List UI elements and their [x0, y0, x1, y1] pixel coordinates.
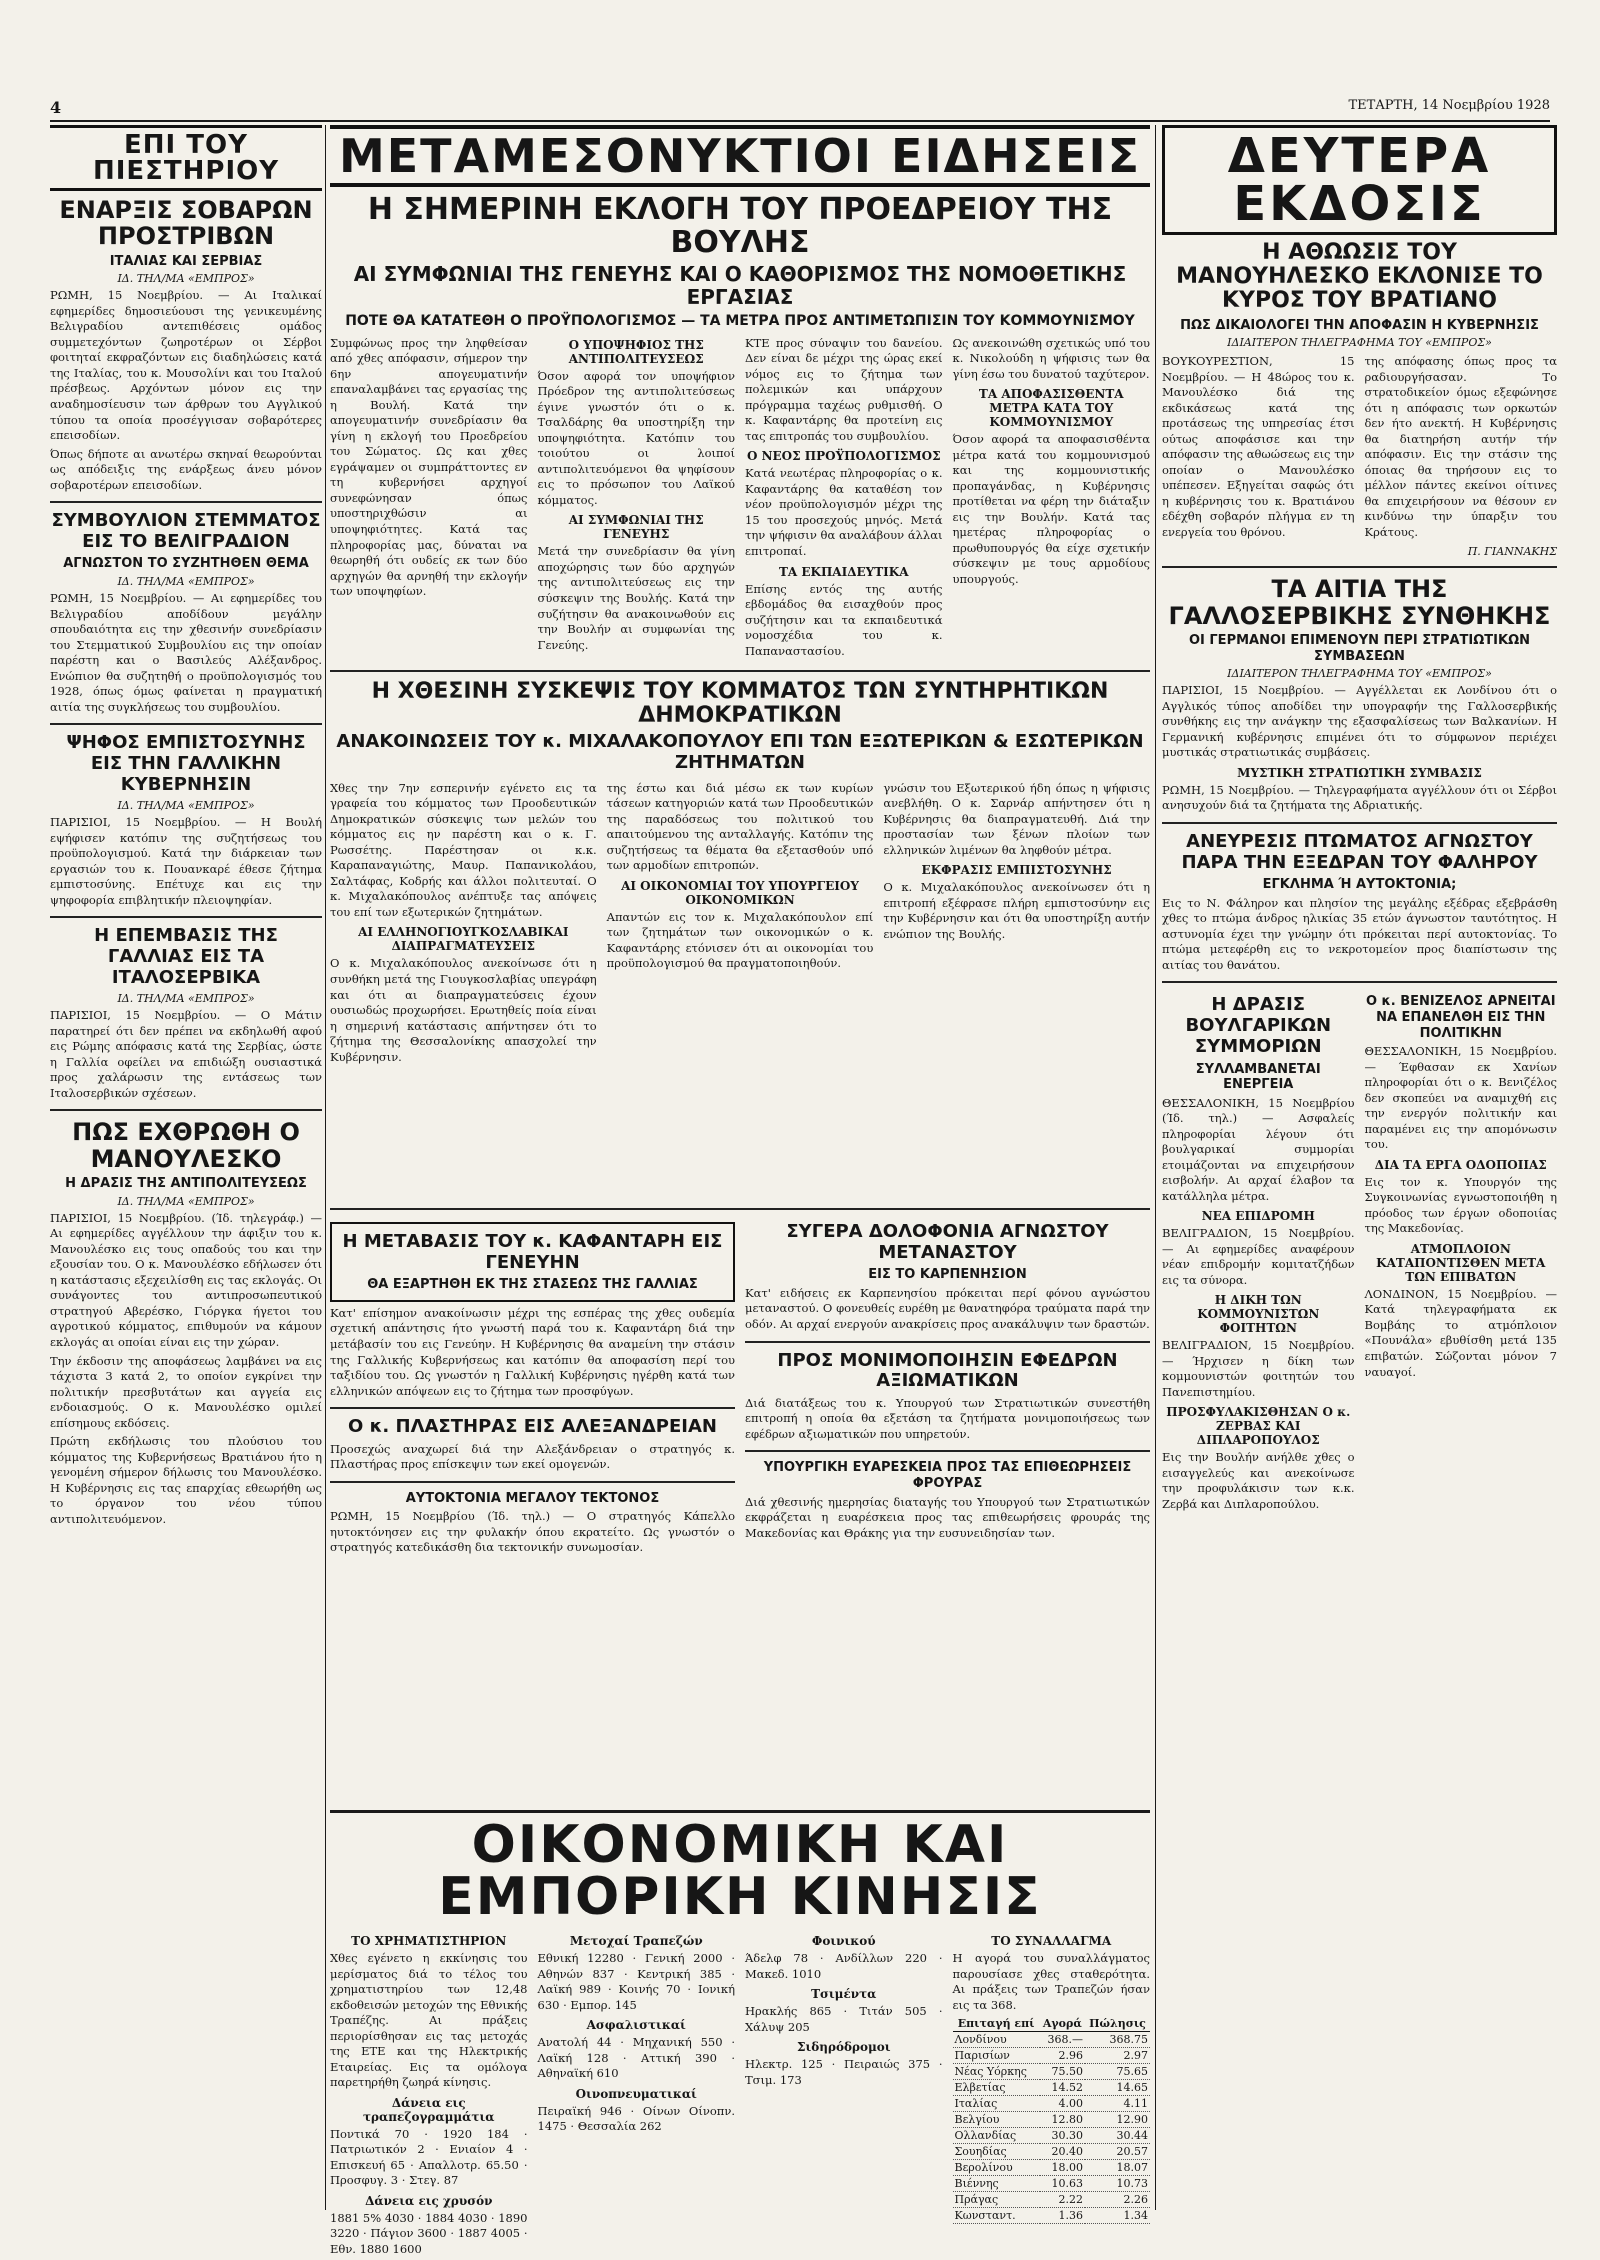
- story-2-column-1-body: Χθες την 7ην εσπερινήν εγένετο εις τα γραφεία του κόμματος των Προοδευτικών Δημοκρατικών σύσκεψις των μελών του κόμματος εις ην παρέστη και ο κ. Γ. Ρωσσέτης. Παρέστησαν οι κ.κ. Καραπαναγιώτης, Μαυρ. Παπανικολάου, Σαλτάφας, Κοδρής και άλλοι πολιτευταί. Ο κ. Μιχαλακόπουλος ανέπτυξε τας απόψεις του επί των εξωτερικών ζητημάτων.: [330, 780, 597, 919]
- lead-column-3: [745, 333, 943, 662]
- story-2-column-1: [330, 778, 597, 1068]
- right-article-6-title: Ο κ. ΒΕΝΙΖΕΛΟΣ ΑΡΝΕΙΤΑΙ ΝΑ ΕΠΑΝΕΛΘΗ ΕΙΣ ΤΗΝ ΠΟΛΙΤΙΚΗΝ: [1365, 994, 1556, 1041]
- cement-title: Τσιμέντα: [811, 1987, 877, 2002]
- left-article-5-body: ΠΑΡΙΣΙΟΙ, 15 Νοεμβρίου. (Ίδ. τηλεγράφ.) — Αι εφημερίδες αγγέλλουν την άφιξιν του κ. Μανουλέσκο εις τους οπαδούς του και την εξουσίαν του. Ο κ. Μανουλέσκο εδήλωσεν ότι η κατάστασις εξεχειλίσθη εις τας εκλογάς. Οι συνάγοντες του αντιπροσωπευτικού στρατηγού Αβερέσκο, Γιόργκα ήγετοι του αγροτικού κόμματος, επιθυμούν να κάμουν εκλογάς αι οποίαι είναι εις την χώραν.: [50, 1210, 322, 1349]
- separator: [330, 670, 1150, 672]
- railways-title: Σιδηρόδρομοι: [796, 2040, 891, 2055]
- column-rule-right: [1155, 125, 1156, 2210]
- phoenix-list: Άδελφ 78 · Ανδίλλων 220 · Μακεδ. 1010: [745, 1951, 943, 1981]
- separator: [745, 1341, 1150, 1343]
- middle-lower-right: [745, 1218, 1150, 1559]
- story-7-body: Διά χθεσινής ημερησίας διαταγής του Υπουργού των Στρατιωτικών εκφράζεται η ευαρέσκεια προς τας επιθεωρήσεις φρουράς της Μακεδονίας και Θράκης για την ευσυνειδησίαν των.: [745, 1494, 1150, 1540]
- right-article-5-body: Εις την Βουλήν ανήλθε χθες ο εισαγγελεύς και ανεκοίνωσε την προφυλάκισιν των κ.κ. Ζερβά και Διπλαροπούλου.: [1162, 1450, 1355, 1511]
- table-cell: 2.97: [1085, 2048, 1150, 2064]
- left-article-3-title: ΨΗΦΟΣ ΕΜΠΙΣΤΟΣΥΝΗΣ ΕΙΣ ΤΗΝ ΓΑΛΛΙΚΗΝ ΚΥΒΕΡΝΗΣΙΝ: [66, 732, 306, 795]
- lead-column-2-title: Ο ΥΠΟΨΗΦΙΟΣ ΤΗΣ ΑΝΤΙΠΟΛΙΤΕΥΣΕΩΣ: [568, 337, 704, 366]
- insurance-list: Ανατολή 44 · Μηχανική 550 · Λαϊκή 128 · Αττική 390 · Αθηναϊκή 610: [537, 2035, 735, 2081]
- exchange-table-body: [953, 2032, 1151, 2224]
- right-article-4-body: ΘΕΣΣΑΛΟΝΙΚΗ, 15 Νοεμβρίου (Ίδ. τηλ.) — Ασφαλείς πληροφορίαι λέγουν ότι βουλγαρικαί συμμορίαι ετοιμάζονται να επιχειρήσουν εισβολήν. Αι αρχαί έλαβον τα κατάλληλα μέτρα.: [1162, 1095, 1355, 1203]
- railways-list: Ηλεκτρ. 125 · Πειραιώς 375 · Τσιμ. 173: [745, 2057, 943, 2087]
- table-row: [953, 2080, 1151, 2096]
- story-4-subtitle: ΕΙΣ ΤΟ ΚΑΡΠΕΝΗΣΙΟΝ: [868, 1267, 1027, 1283]
- table-cell: 4.00: [1040, 2096, 1085, 2112]
- story-8-title: ΑΥΤΟΚΤΟΝΙΑ ΜΕΓΑΛΟΥ ΤΕΚΤΟΝΟΣ: [405, 1490, 660, 1506]
- right-article-4-title-2: ΝΕΑ ΕΠΙΔΡΟΜΗ: [1201, 1209, 1315, 1224]
- story-2-column-3-body: γνώσιν του Εξωτερικού ήδη όπως η ψήφισις ανεβλήθη. Ο κ. Σαρνάρ απήντησεν ότι η Κυβέρνησις θα διαπραγματευθή. Διά την προστασίαν των ξένων πλοίων των ελληνικών λιμένων θα ληφθούν μέτρα.: [883, 780, 1150, 857]
- right-article-4-title-3: Η ΔΙΚΗ ΤΩΝ ΚΟΜΜΟΥΝΙΣΤΩΝ ΦΟΙΤΗΤΩΝ: [1197, 1293, 1320, 1336]
- table-row: [953, 2144, 1151, 2160]
- lead-column-3-body: ΚΤΕ προς σύναψιν του δανείου. Δεν είναι δε μέχρι της ώρας εκεί νόμος εις το ζήτημα των πολεμικών και υπάρχουν πρόγραμμα ταχέως ρυθμισθή. Ο κ. Καφαντάρης θα προτείνη εις τας επιτροπάς του συμβουλίου.: [745, 335, 943, 443]
- right-article-2-body: ΠΑΡΙΣΙΟΙ, 15 Νοεμβρίου. — Αγγέλλεται εκ Λονδίνου ότι ο Αγγλικός τύπος αποδίδει την υπογραφήν της Γαλλοσερβικής συνθήκης εις την ανάγκην της εξασφαλίσεως των Βαλκανίων. Η Γερμανική κυβέρνησις επιμένει ότι το σύμφωνον περιέχει μυστικάς στρατιωτικάς συμβάσεις.: [1162, 683, 1557, 760]
- right-article-7-title: ΔΙΑ ΤΑ ΕΡΓΑ ΟΔΟΠΟΙΙΑΣ: [1374, 1157, 1547, 1172]
- header-rule: [50, 120, 1550, 122]
- table-cell: 14.65: [1085, 2080, 1150, 2096]
- story-7-title: ΥΠΟΥΡΓΙΚΗ ΕΥΑΡΕΣΚΕΙΑ ΠΡΟΣ ΤΑΣ ΕΠΙΘΕΩΡΗΣΕΙΣ ΦΡΟΥΡΑΣ: [763, 1460, 1132, 1492]
- left-article-2-title: ΣΥΜΒΟΥΛΙΟΝ ΣΤΕΜΜΑΤΟΣ ΕΙΣ ΤΟ ΒΕΛΙΓΡΑΔΙΟΝ: [51, 510, 321, 552]
- table-row: [953, 2096, 1151, 2112]
- right-article-1-body-1: ΒΟΥΚΟΥΡΕΣΤΙΟΝ, 15 Νοεμβρίου. — Η 48ώρος του κ. Μανουλέσκο διά της εκδικάσεως κατά της προτάσεως της υπηρεσίας έτσι ούτως αποφάσισε και την απόφασιν της αθωώσεως εις την οποίαν ο Μανουλέσκο υπέπεσεν. Εξηγείται σαφώς ότι η κυβέρνησις του κ. Βρατιάνου εδέχθη σοβαρόν πλήγμα εν τη ενεργεία του θρόνου.: [1162, 354, 1355, 539]
- table-cell: 12.80: [1040, 2112, 1085, 2128]
- economy-section: [330, 1810, 1150, 2256]
- story-2-column-3: [883, 778, 1150, 1068]
- lead-column-4-body: Ως ανεκοινώθη σχετικώς υπό του κ. Νικολούδη η ψήφισις των θα γίνη έσω του δυνατού ταχύτερον.: [952, 335, 1150, 381]
- story-2-column-2: [607, 778, 874, 1068]
- story-3-title: Η ΜΕΤΑΒΑΣΙΣ ΤΟΥ κ. ΚΑΦΑΝΤΑΡΗ ΕΙΣ ΓΕΝΕΥΗΝ: [342, 1231, 723, 1273]
- separator: [50, 723, 322, 725]
- story-4-title: ΣΥΓΕΡΑ ΔΟΛΟΦΟΝΙΑ ΑΓΝΩΣΤΟΥ ΜΕΤΑΝΑΣΤΟΥ: [786, 1221, 1109, 1263]
- lead-column-3-body-3: Επίσης εντός της αυτής εβδομάδος θα εισαχθούν προς συζήτησιν και τα εκπαιδευτικά νομοσχέδια του κ. Παπαναστασίου.: [745, 581, 943, 658]
- lead-title: Η ΣΗΜΕΡΙΝΗ ΕΚΛΟΓΗ ΤΟΥ ΠΡΟΕΔΡΕΙΟΥ ΤΗΣ ΒΟΥΛΗΣ: [367, 192, 1113, 260]
- right-article-4-subtitle: ΣΥΛΛΑΜΒΑΝΕΤΑΙ ΕΝΕΡΓΕΙΑ: [1195, 1061, 1321, 1093]
- right-article-2-title-2: ΜΥΣΤΙΚΗ ΣΤΡΑΤΙΩΤΙΚΗ ΣΥΜΒΑΣΙΣ: [1237, 765, 1482, 780]
- stock-exchange-title: ΤΟ ΧΡΗΜΑΤΙΣΤΗΡΙΟΝ: [351, 1934, 507, 1948]
- lead-column-2-body: Όσον αφορά τον υποψήφιον Πρόεδρον της αντιπολιτεύσεως έγινε γνωστόν ότι ο κ. Τσαλδάρης θα υποστηρίξη την υποψηφιότητα. Κατόπιν του τοιούτου οι λοιποί αντιπολιτευόμενοι θα ψηφίσουν εις το πρόσωπον του Λαϊκού κόμματος.: [537, 368, 735, 507]
- exchange-title: ΤΟ ΣΥΝΑΛΛΑΓΜΑ: [991, 1934, 1112, 1948]
- left-article-3-dateline: ΙΔ. ΤΗΛ/ΜΑ «ΕΜΠΡΟΣ»: [117, 799, 255, 813]
- table-cell: Βελγίου: [953, 2112, 1040, 2128]
- right-article-8-body: ΛΟΝΔΙΝΟΝ, 15 Νοεμβρίου. — Κατά τηλεγραφήματα εκ Βομβάης το ατμόπλοιον «Πουνάλα» εβυθίσθη μετά 135 επιβατών. Σώζονται μόνον 7 ναυαγοί.: [1364, 1286, 1557, 1379]
- separator: [50, 501, 322, 503]
- separator: [50, 1109, 322, 1111]
- lead-subtitle-2: ΠΟΤΕ ΘΑ ΚΑΤΑΤΕΘΗ Ο ΠΡΟΫΠΟΛΟΓΙΣΜΟΣ — ΤΑ ΜΕΤΡΑ ΠΡΟΣ ΑΝΤΙΜΕΤΩΠΙΣΙΝ ΤΟΥ ΚΟΜΜΟΥΝΙΣΜΟΥ: [345, 313, 1135, 329]
- loans-gold-list: 1881 5% 4030 · 1884 4030 · 1890 3220 · Πάγιον 3600 · 1887 4005 · Εθν. 1880 1600: [330, 2210, 528, 2256]
- left-article-1-body-2: Όπως δήποτε αι ανωτέρω σκηναί θεωρούνται ως απόδειξις της ενάρξεως άνευ μόνον σοβαροτέρων επεισοδίων.: [50, 446, 322, 492]
- right-article-1-dateline: ΙΔΙΑΙΤΕΡΟΝ ΤΗΛΕΓΡΑΦΗΜΑ ΤΟΥ «ΕΜΠΡΟΣ»: [1227, 336, 1492, 350]
- left-article-3-body: ΠΑΡΙΣΙΟΙ, 15 Νοεμβρίου. — Η Βουλή εψήφισεν κατόπιν της συζητήσεως του προϋπολογισμού. Κατά την διάρκειαν των εργασιών του κ. Πουανκαρέ έθεσε ζήτημα εμπιστοσύνης. Επέτυχε και εις την ψηφοφορία επιβλητικήν πλειοψηφίαν.: [50, 815, 322, 907]
- economy-column-4: [953, 1929, 1151, 2260]
- left-article-1-title: ΕΝΑΡΞΙΣ ΣΟΒΑΡΩΝ ΠΡΟΣΤΡΙΒΩΝ: [59, 196, 313, 251]
- page-number: 4: [50, 98, 62, 117]
- story-6-title: Ο κ. ΠΛΑΣΤΗΡΑΣ ΕΙΣ ΑΛΕΞΑΝΔΡΕΙΑΝ: [348, 1416, 717, 1438]
- lead-column-4-body-2: Όσον αφορά τα αποφασισθέντα μέτρα κατά του κομμουνισμού και της κομμουνιστικής προπαγάνδας, η Κυβέρνησις προτίθεται να φέρη την διάταξιν εις την Βουλήν. Κατά τας ημετέρας πληροφορίας ο πρωθυπουργός θα είχε σχετικήν σύσκεψιν με τους αρμοδίους υπουργούς.: [952, 432, 1150, 586]
- phoenix-title: Φοινικού: [811, 1934, 876, 1948]
- table-row: [953, 2048, 1151, 2064]
- table-cell: 30.30: [1040, 2128, 1085, 2144]
- exchange-header-cell: Πώλησις: [1085, 2016, 1150, 2032]
- left-banner: ΕΠΙ ΤΟΥ ΠΙΕΣΤΗΡΙΟΥ: [50, 125, 322, 191]
- table-cell: 18.00: [1040, 2160, 1085, 2176]
- table-cell: 20.57: [1085, 2144, 1150, 2160]
- right-article-2-subtitle: ΟΙ ΓΕΡΜΑΝΟΙ ΕΠΙΜΕΝΟΥΝ ΠΕΡΙ ΣΤΡΑΤΙΩΤΙΚΩΝ ΣΥΜΒΑΣΕΩΝ: [1188, 633, 1530, 664]
- lead-subtitle-1: ΑΙ ΣΥΜΦΩΝΙΑΙ ΤΗΣ ΓΕΝΕΥΗΣ ΚΑΙ Ο ΚΑΘΟΡΙΣΜΟΣ ΤΗΣ ΝΟΜΟΘΕΤΙΚΗΣ ΕΡΓΑΣΙΑΣ: [353, 262, 1127, 309]
- right-article-5-title: ΠΡΟΣΦΥΛΑΚΙΣΘΗΣΑΝ Ο κ. ΖΕΡΒΑΣ ΚΑΙ ΔΙΠΛΑΡΟΠΟΥΛΟΣ: [1166, 1405, 1351, 1448]
- left-article-2-dateline: ΙΔ. ΤΗΛ/ΜΑ «ΕΜΠΡΟΣ»: [117, 575, 255, 589]
- table-cell: 2.22: [1040, 2192, 1085, 2208]
- table-cell: 10.63: [1040, 2176, 1085, 2192]
- left-article-2-body: ΡΩΜΗ, 15 Νοεμβρίου. — Αι εφημερίδες του Βελιγραδίου αποδίδουν μεγάλην σπουδαιότητα εις την χθεσινήν συνεδρίασιν του Στεμματικού Συμβουλίου εις την οποίαν παρέστη και ο Βασιλεύς Αλέξανδρος. Ενώπιον θα συζητηθή ο προϋπολογισμός του 1928, όπως όμως φαίνεται η πραγματική αιτία της συγκλήσεως του συμβουλίου.: [50, 591, 322, 714]
- right-article-1-body-2: της απόφασης όπως προς τα ραδιουργήσασαν. Το στρατοδικείον όμως εξεφώνησε ότι η απόφασις των ορκωτών δεν ήτο ανεκτή. Η Κυβέρνησις θα διατηρήση αυτήν τήν απόφασιν. Εις την στάσιν της όποιας θα τηρήσουν εις το μέλλον πάντες εκείνοι οίτινες θα επιχειρήσουν να θέσουν εν κινδύνω την ύπαρξιν του Κράτους.: [1364, 354, 1557, 539]
- left-column: [50, 125, 322, 2210]
- middle-column: [330, 125, 1150, 1195]
- right-article-1-signature: Π. ΓΙΑΝΝΑΚΗΣ: [1467, 545, 1557, 559]
- table-cell: 4.11: [1085, 2096, 1150, 2112]
- story-8-body: ΡΩΜΗ, 15 Νοεμβρίου (Ίδ. τηλ.) — Ο στρατηγός Κάπελλο ηυτοκτόνησεν εις την φυλακήν όπου εκρατείτο. Ως γνωστόν ο στρατηγός κατεδικάσθη δια τεκτονικήν συνωμοσίαν.: [330, 1509, 735, 1555]
- left-article-1-body: ΡΩΜΗ, 15 Νοεμβρίου. — Αι Ιταλικαί εφημερίδες δημοσιεύουσι της γενικευμένης Βελιγραδίου αντεπιθέσεις ομάδος συμμετεχόντων ζωηροτέρων οι Σέρβοι φοιτηταί εκφραζόντων εις διαδηλώσεις κατά της Ιταλίας, του κ. Μουσολίνι και του Ιταλού πρέσβεως. Αρχόντων μόνον εις την αναδημοσίευσιν των άρθρων του Αγγλικού τύπου τα οποία προσέγγισαν σοβαρότερες επεισοδίων.: [50, 288, 322, 443]
- economy-columns: [330, 1929, 1150, 2260]
- story-4-body: Κατ' ειδήσεις εκ Καρπενησίου πρόκειται περί φόνου αγνώστου μεταναστού. Ο φονευθείς ευρέθη με θανατηφόρα τραύματα παρά την οδόν. Αι αρχαί ενεργούν ανακρίσεις προς ανακάλυψιν των δραστών.: [745, 1285, 1150, 1331]
- story-3-subtitle: ΘΑ ΕΞΑΡΤΗΘΗ ΕΚ ΤΗΣ ΣΤΑΣΕΩΣ ΤΗΣ ΓΑΛΛΙΑΣ: [367, 1277, 698, 1293]
- bank-shares-title: Μετοχαί Τραπεζών: [569, 1934, 703, 1948]
- lead-column-2-body-2: Μετά την συνεδρίασιν θα γίνη αποχώρησις των δύο αρχηγών της αντιπολιτεύσεως εις την σύσκεψιν της Βουλής. Κατά την συζήτησιν θα ανακοινωθούν εις την Βουλήν αι συμφωνίαι της Γενεύης.: [537, 544, 735, 652]
- right-article-1-subtitle: ΠΩΣ ΔΙΚΑΙΟΛΟΓΕΙ ΤΗΝ ΑΠΟΦΑΣΙΝ Η ΚΥΒΕΡΝΗΣΙΣ: [1180, 317, 1539, 333]
- left-article-2-subtitle: ΑΓΝΩΣΤΟΝ ΤΟ ΣΥΖΗΤΗΘΕΝ ΘΕΜΑ: [63, 556, 309, 572]
- table-row: [953, 2176, 1151, 2192]
- separator: [1162, 981, 1557, 983]
- left-article-5-title: ΠΩΣ ΕΧΘΡΩΘΗ Ο ΜΑΝΟΥΛΕΣΚΟ: [72, 1118, 300, 1173]
- right-article-2-title: ΤΑ ΑΙΤΙΑ ΤΗΣ ΓΑΛΛΟΣΕΡΒΙΚΗΣ ΣΥΝΘΗΚΗΣ: [1168, 575, 1551, 630]
- economy-column-2: [538, 1929, 736, 2260]
- lead-column-2: [538, 333, 736, 662]
- story-2-column-3-body-2: Ο κ. Μιχαλακόπουλος ανεκοίνωσεν ότι η επιτροπή εξέφρασε πλήρη εμπιστοσύνην εις την Κυβέρνησιν και ότι θα υποστηρίξη αυτήν ενώπιον της Βουλής.: [883, 880, 1150, 941]
- table-cell: Ιταλίας: [953, 2096, 1040, 2112]
- table-cell: Ελβετίας: [953, 2080, 1040, 2096]
- table-row: [953, 2192, 1151, 2208]
- right-column: [1162, 125, 1557, 2210]
- table-cell: Σουηδίας: [953, 2144, 1040, 2160]
- table-cell: 1.36: [1040, 2208, 1085, 2224]
- loans-notes-list: Ποντικά 70 · 1920 184 · Πατριωτικόν 2 · Ενιαίον 4 · Επισκευή 65 · Απαλλοτρ. 65.50 · Προσφυγ. 3 · Στεγ. 87: [330, 2126, 528, 2188]
- story-2-column-2-body-2: Απαντών εις τον κ. Μιχαλακόπουλον επί των ζητημάτων των οικονομικών ο κ. Καφαντάρης ετόνισεν ότι αι οικονομίαι του προϋπολογισμού θα πραγματοποιηθούν.: [606, 909, 874, 971]
- middle-banner: ΜΕΤΑΜΕΣΟΝΥΚΤΙΟΙ ΕΙΔΗΣΕΙΣ: [330, 125, 1150, 187]
- right-article-1-title: Η ΑΘΩΩΣΙΣ ΤΟΥ ΜΑΝΟΥΗΛΕΣΚΟ ΕΚΛΟΝΙΣΕ ΤΟ ΚΥΡΟΣ ΤΟΥ ΒΡΑΤΙΑΝΟ: [1176, 240, 1543, 314]
- column-rule-left: [325, 125, 326, 2210]
- right-article-3-body: Εις το Ν. Φάληρον και πλησίον της μεγάλης εξέδρας εξεβράσθη χθες το πτώμα άνδρος ηλικίας 35 ετών άγνωστον ταυτότητος. Η αστυνομία έχει την γνώμην ότι πρόκειται περί αυτοκτονίας. Το πτώμα μετεφέρθη εις το νεκροτομείον προς διαπίστωσιν της αιτίας του θανάτου.: [1162, 895, 1557, 972]
- lead-columns: [330, 333, 1150, 662]
- story-3-box: [330, 1222, 735, 1302]
- table-cell: Πράγας: [953, 2192, 1040, 2208]
- table-cell: 14.52: [1040, 2080, 1085, 2096]
- table-cell: 10.73: [1085, 2176, 1150, 2192]
- separator: [1162, 822, 1557, 824]
- right-article-6-body: ΘΕΣΣΑΛΟΝΙΚΗ, 15 Νοεμβρίου. — Έφθασαν εκ Χανίων πληροφορίαι ότι ο κ. Βενιζέλος δεν σκοπεύει να αναμιχθή εις την ενεργόν πολιτικήν και παραμένει εις την απομόνωσιν του.: [1364, 1044, 1557, 1152]
- table-row: [953, 2128, 1151, 2144]
- left-article-1-subtitle: ΙΤΑΛΙΑΣ ΚΑΙ ΣΕΡΒΙΑΣ: [109, 253, 263, 269]
- table-row: [953, 2032, 1151, 2048]
- table-cell: 18.07: [1085, 2160, 1150, 2176]
- table-cell: 2.96: [1040, 2048, 1085, 2064]
- story-2-column-2-title: ΑΙ ΟΙΚΟΝΟΜΙΑΙ ΤΟΥ ΥΠΟΥΡΓΕΙΟΥ ΟΙΚΟΝΟΜΙΚΩΝ: [621, 878, 859, 907]
- table-cell: Παρισίων: [953, 2048, 1040, 2064]
- table-row: [953, 2112, 1151, 2128]
- right-lower-columns: [1162, 991, 1557, 1515]
- issue-date: ΤΕΤΑΡΤΗ, 14 Νοεμβρίου 1928: [1348, 98, 1550, 113]
- right-article-7-body: Εις τον κ. Υπουργόν της Συγκοινωνίας εγνωστοποιήθη η πρόοδος των έργων οδοποιίας της Μακεδονίας.: [1364, 1174, 1557, 1236]
- loans-notes-title: Δάνεια εις τραπεζογραμμάτια: [362, 2095, 495, 2124]
- exchange-table-header: [953, 2016, 1151, 2032]
- right-article-2-dateline: ΙΔΙΑΙΤΕΡΟΝ ΤΗΛΕΓΡΑΦΗΜΑ ΤΟΥ «ΕΜΠΡΟΣ»: [1227, 667, 1492, 681]
- stock-exchange-body: Χθες εγένετο η εκκίνησις του μερίσματος διά το τέλος του χρηματιστηρίου των 12,48 εκδοθεισών μετοχών της Εθνικής Τραπέζης. Αι πράξεις περιορίσθησαν εις τας μετοχάς της ΕΤΕ και της Ηλεκτρικής Εταιρείας. Εις τα ομόλογα παρετηρήθη ζωηρά κίνησις.: [330, 1951, 528, 2090]
- left-article-4-dateline: ΙΔ. ΤΗΛ/ΜΑ «ΕΜΠΡΟΣ»: [117, 992, 255, 1006]
- table-cell: Κωνσταντ.: [953, 2208, 1040, 2224]
- story-2-column-1-title: ΑΙ ΕΛΛΗΝΟΓΙΟΥΓΚΟΣΛΑΒΙΚΑΙ ΔΙΑΠΡΑΓΜΑΤΕΥΣΕΙΣ: [358, 925, 569, 954]
- lead-column-1-body: Συμφώνως προς την ληφθείσαν από χθες απόφασιν, σήμερον την 6ην απογευματινήν επαναλαμβάνει τας εργασίας της η Βουλή. Κατά την απογευματινήν συνεδρίασιν θα γίνη η εκλογή του Προεδρείου του Σώματος. Ως και χθες εγράψαμεν οι συμπράττοντες εν τη κυβερνήσει αρχηγοί συνεφώνησαν όπως υποστηριχθώσιν αι υποψηφιότητες. Κατά τας πληροφορίας μας, δύναται να θεωρηθή ότι ουδείς εκ των δύο αρχηγών θα αρνηθή την εκλογήν των υποψηφίων.: [330, 335, 528, 599]
- table-cell: Βερολίνου: [953, 2160, 1040, 2176]
- right-article-2-body-2: ΡΩΜΗ, 15 Νοεμβρίου. — Τηλεγραφήματα αγγέλλουν ότι οι Σέρβοι ανησυχούν διά τα ζητήματα της Αδριατικής.: [1162, 782, 1557, 813]
- right-lower-left: [1162, 991, 1355, 1515]
- left-article-1-dateline: ΙΔ. ΤΗΛ/ΜΑ «ΕΜΠΡΟΣ»: [117, 272, 255, 286]
- right-article-1-columns: [1162, 351, 1557, 543]
- right-article-4-body-2: ΒΕΛΙΓΡΑΔΙΟΝ, 15 Νοεμβρίου. — Αι εφημερίδες αναφέρουν νέαν επιδρομήν κομιτατζήδων εις τα σύνορα.: [1162, 1226, 1355, 1287]
- table-cell: Λονδίνου: [953, 2032, 1040, 2048]
- page-header: [50, 98, 1550, 118]
- table-row: [953, 2064, 1151, 2080]
- table-cell: 12.90: [1085, 2112, 1150, 2128]
- spirits-list: Πειραϊκή 946 · Οίνων Οίνοπν. 1475 · Θεσσαλία 262: [537, 2103, 735, 2134]
- table-cell: 368.—: [1040, 2032, 1085, 2048]
- exchange-rates-table: [953, 2016, 1151, 2224]
- spirits-title: Οινοπνευματικαί: [575, 2086, 697, 2101]
- right-article-3-subtitle: ΕΓΚΛΗΜΑ Ή ΑΥΤΟΚΤΟΝΙΑ;: [1262, 877, 1457, 893]
- table-cell: Ολλανδίας: [953, 2128, 1040, 2144]
- table-cell: 75.65: [1085, 2064, 1150, 2080]
- story-5-body: Διά διατάξεως του κ. Υπουργού των Στρατιωτικών συνεστήθη επιτροπή η οποία θα εξετάση τα ζητήματα μονιμοποιήσεως των εφέδρων αξιωματικών που υπηρετούν.: [745, 1395, 1150, 1441]
- loans-gold-title: Δάνεια εις χρυσόν: [365, 2193, 493, 2208]
- table-cell: 2.26: [1085, 2192, 1150, 2208]
- table-cell: Νέας Υόρκης: [953, 2064, 1040, 2080]
- left-article-4-title: Η ΕΠΕΜΒΑΣΙΣ ΤΗΣ ΓΑΛΛΙΑΣ ΕΙΣ ΤΑ ΙΤΑΛΟΣΕΡΒΙΚΑ: [94, 925, 278, 988]
- table-cell: 20.40: [1040, 2144, 1085, 2160]
- table-cell: 75.50: [1040, 2064, 1085, 2080]
- story-6-body: Προσεχώς αναχωρεί διά την Αλεξάνδρειαν ο στρατηγός κ. Πλαστήρας προς επίσκεψιν των εκεί ομογενών.: [330, 1441, 735, 1472]
- right-banner: ΔΕΥΤΕΡΑ ΕΚΔΟΣΙΣ: [1162, 125, 1557, 235]
- economy-rule: [330, 1810, 1150, 1813]
- lead-column-3-title-2: ΤΑ ΕΚΠΑΙΔΕΥΤΙΚΑ: [778, 564, 909, 579]
- middle-lower-left: [330, 1218, 735, 1559]
- separator: [330, 1481, 735, 1483]
- story-2-subtitle: ΑΝΑΚΟΙΝΩΣΕΙΣ ΤΟΥ κ. ΜΙΧΑΛΑΚΟΠΟΥΛΟΥ ΕΠΙ ΤΩΝ ΕΞΩΤΕΡΙΚΩΝ & ΕΣΩΤΕΡΙΚΩΝ ΖΗΤΗΜΑΤΩΝ: [336, 731, 1144, 774]
- left-article-5-dateline: ΙΔ. ΤΗΛ/ΜΑ «ΕΜΠΡΟΣ»: [117, 1194, 255, 1208]
- separator: [1162, 566, 1557, 568]
- lead-column-4: [953, 333, 1151, 662]
- separator: [745, 1450, 1150, 1452]
- lead-column-2-title-2: ΑΙ ΣΥΜΦΩΝΙΑΙ ΤΗΣ ΓΕΝΕΥΗΣ: [568, 513, 704, 542]
- middle-lower-columns: [330, 1218, 1150, 1559]
- right-article-3-title: ΑΝΕΥΡΕΣΙΣ ΠΤΩΜΑΤΟΣ ΑΓΝΩΣΤΟΥ ΠΑΡΑ ΤΗΝ ΕΞΕΔΡΑΝ ΤΟΥ ΦΑΛΗΡΟΥ: [1181, 830, 1538, 873]
- separator: [50, 916, 322, 918]
- separator: [330, 1208, 1150, 1210]
- table-cell: 368.75: [1085, 2032, 1150, 2048]
- economy-column-1: [330, 1929, 528, 2260]
- story-3-body: Κατ' επίσημον ανακοίνωσιν μέχρι της εσπέρας της χθες ουδεμία σχετική απάντησις ήτο γνωστή παρά του κ. Καφαντάρη διά την μετάβασίν του εις Γενεύην. Η Κυβέρνησις θα αναμείνη την στάσιν της Γαλλικής Κυβερνήσεως και κατόπιν θα αποφασίση περί του ταξιδίου του. Ως γνωστόν η Γαλλική Κυβέρνησις ηγέρθη κατά των ελληνικών απόψεων εις το ζήτημα των προσφύγων.: [330, 1305, 735, 1398]
- separator: [330, 1407, 735, 1409]
- story-2-columns: [330, 778, 1150, 1068]
- cement-list: Ηρακλής 865 · Τιτάν 505 · Χάλυψ 205: [745, 2004, 943, 2034]
- economy-column-3: [745, 1929, 943, 2260]
- table-row: [953, 2160, 1151, 2176]
- left-article-5-body-3: Πρώτη εκδήλωσις του πλούσιου του κόμματος της Κυβερνήσεως Βρατιάνου ήτο η γενομένη σήμερον δήλωσις του Μανουλέσκο. Η Κυβέρνησις εις τας επαρχίας εθεωρήθη ως το όργανον του νέου τύπου αντιπολιτευόμενον.: [50, 1434, 322, 1526]
- exchange-header-cell: Επιταγή επί: [953, 2016, 1040, 2032]
- exchange-body: Η αγορά του συναλλάγματος παρουσίασε χθες σταθερότητα. Αι πράξεις των Τραπεζών ήσαν εις τα 368.: [952, 1951, 1150, 2012]
- left-article-5-subtitle: Η ΔΡΑΣΙΣ ΤΗΣ ΑΝΤΙΠΟΛΙΤΕΥΣΕΩΣ: [65, 1176, 307, 1192]
- left-article-4-body: ΠΑΡΙΣΙΟΙ, 15 Νοεμβρίου. — Ο Μάτιν παρατηρεί ότι δεν πρέπει να εκδηλωθή αφού εις Ρώμης απόφασις κατά της Σερβίας, ώστε η Γαλλία οφείλει να επιδιώξη ουσιαστικά προς χαλάρωσιν της εντάσεως των Ιταλοσερβικών σχέσεων.: [50, 1008, 322, 1100]
- left-article-5-body-2: Την έκδοσιν της αποφάσεως λαμβάνει να εις τάχιστα 3 κατά 2, το οποίον εγκρίνει την πολιτικήν πρεσβυτάτων και αγγεία εις ενδοιασμούς. Ο κ. Μανουλέσκο ομιλεί επίσημους εκδόσεις.: [50, 1353, 322, 1430]
- table-cell: 1.34: [1085, 2208, 1150, 2224]
- bank-shares-list: Εθνική 12280 · Γενική 2000 · Αθηνών 837 · Κεντρική 385 · Λαϊκή 989 · Κοινής 70 · Ιονική 630 · Εμπορ. 145: [537, 1951, 735, 2012]
- right-article-4-body-3: ΒΕΛΙΓΡΑΔΙΟΝ, 15 Νοεμβρίου. — Ήρχισεν η δίκη των κομμουνιστών φοιτητών του Πανεπιστημίου.: [1162, 1338, 1355, 1399]
- story-5-title: ΠΡΟΣ ΜΟΝΙΜΟΠΟΙΗΣΙΝ ΕΦΕΔΡΩΝ ΑΞΙΩΜΑΤΙΚΩΝ: [777, 1349, 1118, 1392]
- middle-lower-section: [330, 1200, 1150, 1800]
- lead-column-4-title: ΤΑ ΑΠΟΦΑΣΙΣΘΕΝΤΑ ΜΕΤΡΑ ΚΑΤΑ ΤΟΥ ΚΟΜΜΟΥΝΙΣΜΟΥ: [978, 387, 1124, 430]
- right-article-4-title: Η ΔΡΑΣΙΣ ΒΟΥΛΓΑΡΙΚΩΝ ΣΥΜΜΟΡΙΩΝ: [1185, 994, 1332, 1057]
- story-2-column-3-title: ΕΚΦΡΑΣΙΣ ΕΜΠΙΣΤΟΣΥΝΗΣ: [921, 863, 1112, 878]
- table-cell: Βιέννης: [953, 2176, 1040, 2192]
- lead-column-1: [330, 333, 528, 662]
- lead-column-3-body-2: Κατά νεωτέρας πληροφορίας ο κ. Καφαντάρης θα καταθέση τον νέον προϋπολογισμόν μέχρι της 15 του προσεχούς μηνός. Μετά την ψήφισιν θα αναλάβουν άλλαι επιτροπαί.: [745, 466, 943, 558]
- story-2-title: Η ΧΘΕΣΙΝΗ ΣΥΣΚΕΨΙΣ ΤΟΥ ΚΟΜΜΑΤΟΣ ΤΩΝ ΣΥΝΤΗΡΗΤΙΚΩΝ ΔΗΜΟΚΡΑΤΙΚΩΝ: [371, 679, 1109, 729]
- right-article-8-title: ΑΤΜΟΠΛΟΙΟΝ ΚΑΤΑΠΟΝΤΙΣΘΕΝ ΜΕΤΑ ΤΩΝ ΕΠΙΒΑΤΩΝ: [1376, 1241, 1546, 1284]
- story-2-column-1-body-2: Ο κ. Μιχαλακόπουλος ανεκοίνωσε ότι η συνθήκη μετά της Γιουγκοσλαβίας υπεγράφη και ότι αι διαπραγματεύσεις έχουν ουσιωδώς προχωρήσει. Ερωτηθείς ποία είναι η σημερινή κατάστασις απήντησεν ότι το ζήτημα της Θεσσαλονίκης απασχολεί την Κυβέρνησιν.: [330, 956, 597, 1064]
- right-lower-right: [1365, 991, 1558, 1515]
- lead-column-3-title: Ο ΝΕΟΣ ΠΡΟΫΠΟΛΟΓΙΣΜΟΣ: [746, 449, 941, 464]
- economy-banner: ΟΙΚΟΝΟΜΙΚΗ ΚΑΙ ΕΜΠΟΡΙΚΗ ΚΙΝΗΣΙΣ: [438, 1815, 1042, 1927]
- table-cell: 30.44: [1085, 2128, 1150, 2144]
- insurance-title: Ασφαλιστικαί: [586, 2018, 686, 2033]
- table-row: [953, 2208, 1151, 2224]
- exchange-header-cell: Αγορά: [1040, 2016, 1085, 2032]
- story-2-column-2-body: της έστω και διά μέσω εκ των κυρίων τάσεων κατηγοριών κατά των Προοδευτικών της παραδόσεως του πολιτικού του απαιτούμενου της ανταλλαγής. Κατόπιν της συζητήσεως τα θέματα θα εξετασθούν υπό των αρμοδίων επιτροπών.: [606, 780, 874, 873]
